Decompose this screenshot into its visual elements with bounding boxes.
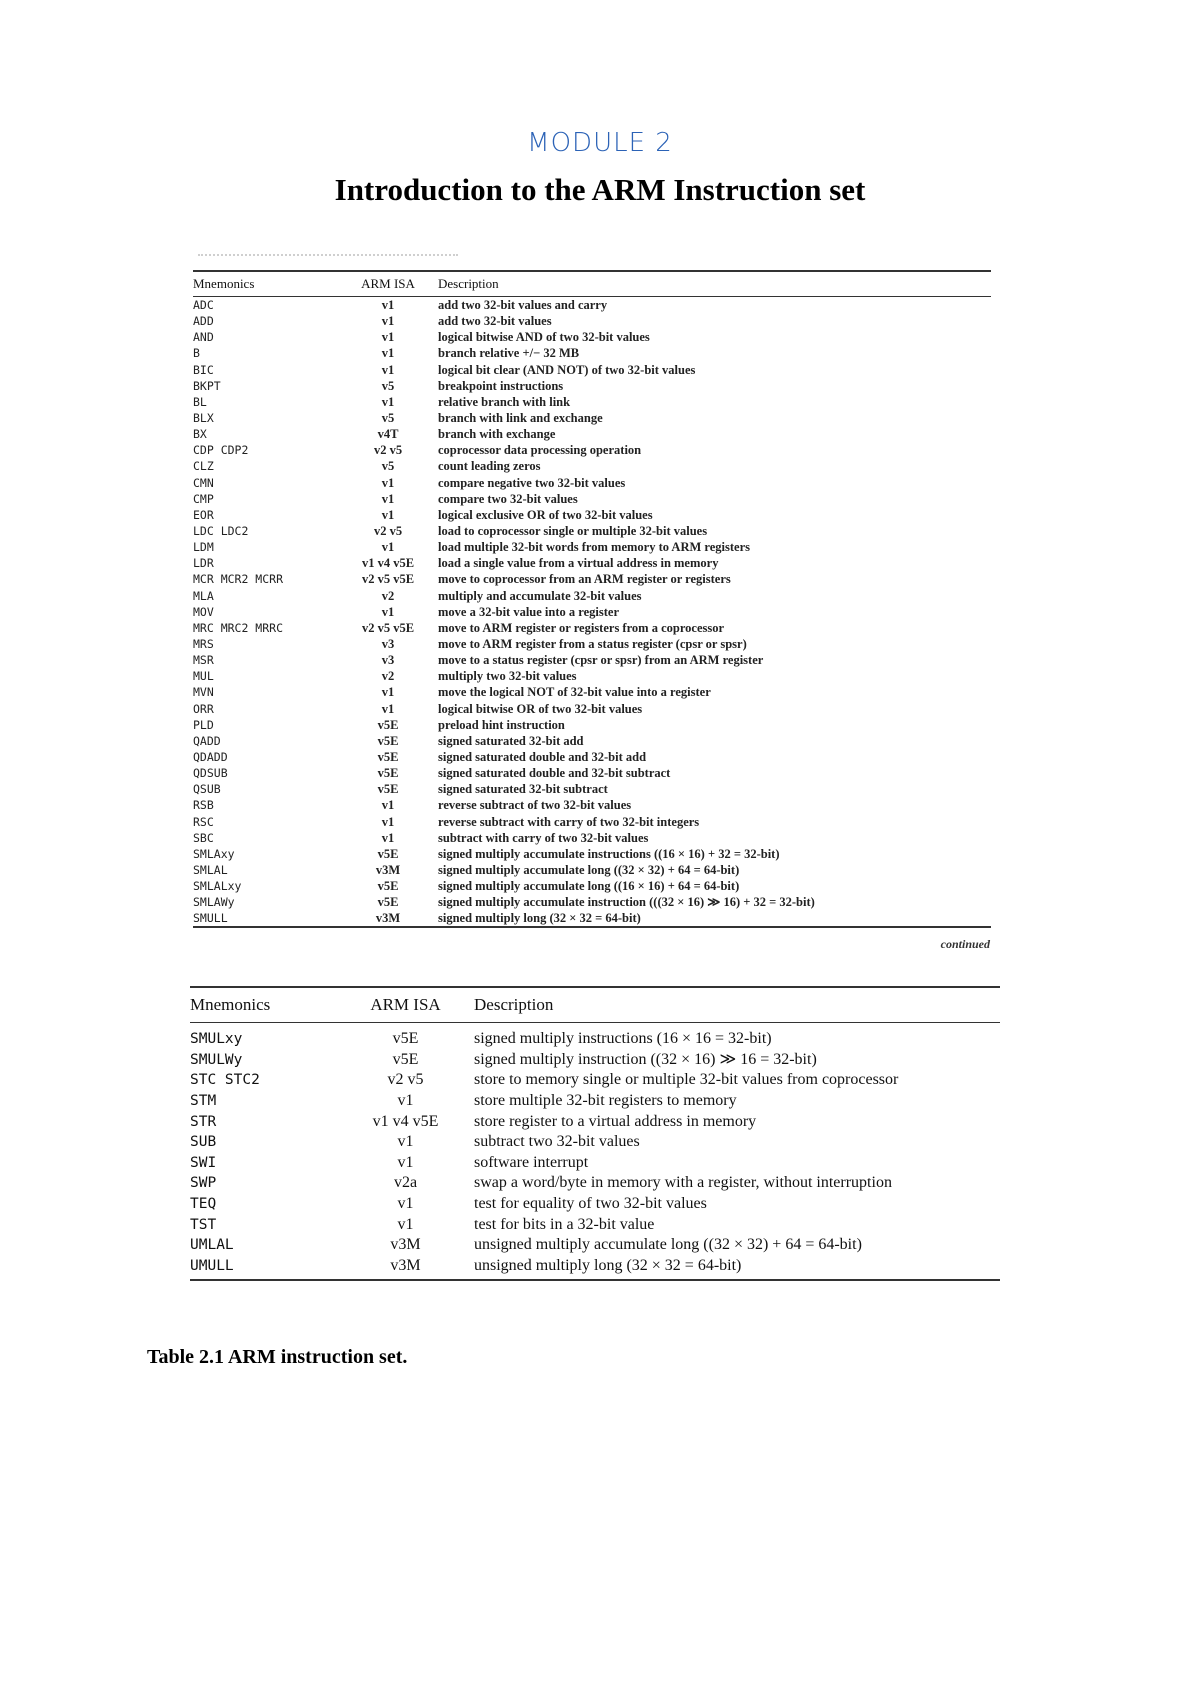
table-row bbox=[190, 1153, 1000, 1174]
table-row bbox=[193, 345, 991, 361]
arm-isa-cell: v5 bbox=[381, 459, 395, 474]
mnemonic-cell: BL bbox=[193, 394, 207, 409]
arm-isa-cell: v1 bbox=[381, 298, 395, 313]
arm-isa-cell: v5E bbox=[377, 717, 399, 732]
table-row bbox=[193, 830, 991, 846]
description-cell: coprocessor data processing operation bbox=[438, 443, 642, 458]
table-row bbox=[190, 1111, 1000, 1132]
mnemonic-cell: SMULxy bbox=[190, 1031, 243, 1048]
arm-isa-cell: v1 bbox=[381, 604, 395, 619]
description-cell: reverse subtract with carry of two 32-bit integers bbox=[438, 814, 700, 829]
mnemonic-cell: LDR bbox=[193, 556, 214, 571]
mnemonic-cell: QDSUB bbox=[193, 766, 228, 781]
arm-isa-cell: v5 bbox=[381, 378, 395, 393]
arm-isa-cell: v3 bbox=[381, 653, 395, 668]
mnemonic-cell: MVN bbox=[193, 685, 214, 700]
table-row bbox=[190, 1023, 1000, 1050]
description-cell: move to coprocessor from an ARM register or registers bbox=[438, 572, 731, 587]
description-cell: compare negative two 32-bit values bbox=[438, 475, 626, 490]
arm-isa-cell: v5E bbox=[377, 750, 399, 764]
description-cell: test for equality of two 32-bit values bbox=[474, 1195, 707, 1213]
table-row bbox=[193, 701, 991, 717]
mnemonic-cell: BX bbox=[193, 427, 207, 442]
column-header-description: Description bbox=[474, 987, 1000, 1023]
description-cell: relative branch with link bbox=[438, 394, 571, 409]
table-row bbox=[193, 797, 991, 813]
table-row bbox=[190, 1173, 1000, 1194]
arm-isa-cell: v3M bbox=[375, 862, 401, 877]
mnemonic-cell: SMLAxy bbox=[193, 846, 235, 861]
table-caption: Table 2.1 ARM instruction set. bbox=[147, 1346, 408, 1368]
mnemonic-cell: SMULL bbox=[193, 910, 338, 927]
table-row bbox=[193, 894, 991, 910]
description-cell: signed multiply instruction ((32 × 16) ≫ 16 = 32-bit) bbox=[474, 1050, 817, 1068]
table-row bbox=[193, 749, 991, 765]
mnemonic-cell: ORR bbox=[193, 701, 214, 716]
arm-isa-cell: v5E bbox=[377, 846, 399, 861]
description-cell: logical bitwise AND of two 32-bit values bbox=[438, 330, 650, 345]
mnemonic-cell: AND bbox=[193, 330, 214, 345]
table-row bbox=[190, 1256, 1000, 1281]
description-cell: compare two 32-bit values bbox=[438, 491, 578, 506]
mnemonic-cell: RSC bbox=[193, 814, 214, 829]
arm-isa-cell: v1 bbox=[381, 685, 395, 700]
instruction-table-part-2 bbox=[190, 986, 1000, 1281]
arm-isa-cell: v1 v4 v5E bbox=[372, 1112, 439, 1130]
table-row bbox=[193, 507, 991, 523]
column-header-mnemonics: Mnemonics bbox=[190, 987, 337, 1023]
table-row bbox=[193, 765, 991, 781]
table-row bbox=[193, 588, 991, 604]
mnemonic-cell: MCR MCR2 MCRR bbox=[193, 572, 284, 587]
mnemonic-cell: SMLAL bbox=[193, 862, 228, 877]
arm-isa-cell: v1 bbox=[381, 540, 395, 555]
description-cell: signed saturated 32-bit subtract bbox=[438, 782, 608, 797]
arm-isa-cell: v4T bbox=[377, 427, 399, 442]
description-cell: move to ARM register from a status register (cpsr or spsr) bbox=[438, 637, 747, 652]
table-row bbox=[193, 523, 991, 539]
table-header-row bbox=[190, 987, 1000, 1023]
description-cell: subtract with carry of two 32-bit values bbox=[438, 830, 649, 845]
arm-isa-cell: v5E bbox=[377, 766, 399, 781]
mnemonic-cell: MOV bbox=[193, 604, 214, 619]
arm-isa-cell: v1 bbox=[381, 830, 395, 845]
mnemonic-cell: MRS bbox=[193, 637, 214, 652]
description-cell: signed multiply accumulate long ((32 × 32) + 64 = 64-bit) bbox=[438, 862, 740, 877]
arm-isa-cell: v1 bbox=[381, 346, 395, 361]
arm-isa-cell: v1 v4 v5E bbox=[361, 556, 415, 571]
mnemonic-cell: STC STC2 bbox=[190, 1072, 260, 1089]
mnemonic-cell: MSR bbox=[193, 653, 214, 668]
faded-table-heading bbox=[198, 254, 458, 259]
mnemonic-cell: CDP CDP2 bbox=[193, 443, 249, 458]
description-cell: signed multiply long (32 × 32 = 64-bit) bbox=[438, 910, 991, 927]
description-cell: count leading zeros bbox=[438, 459, 541, 474]
mnemonic-cell: SMLAWy bbox=[193, 895, 235, 910]
arm-isa-cell: v5E bbox=[377, 782, 399, 797]
description-cell: multiply and accumulate 32-bit values bbox=[438, 588, 642, 603]
continued-note: continued bbox=[940, 937, 990, 951]
arm-isa-cell: v2 v5 bbox=[373, 524, 403, 539]
arm-isa-cell: v1 bbox=[381, 314, 395, 329]
arm-isa-cell: v1 bbox=[381, 814, 395, 829]
description-cell: software interrupt bbox=[474, 1153, 589, 1171]
description-cell: add two 32-bit values and carry bbox=[438, 298, 608, 313]
arm-isa-cell: v1 bbox=[381, 330, 395, 345]
arm-isa-cell: v2 bbox=[381, 588, 395, 603]
mnemonic-cell: TEQ bbox=[190, 1196, 217, 1213]
table-row bbox=[190, 1132, 1000, 1153]
description-cell: unsigned multiply accumulate long ((32 × 32) + 64 = 64-bit) bbox=[474, 1236, 862, 1254]
mnemonic-cell: BLX bbox=[193, 411, 214, 426]
table-row bbox=[193, 733, 991, 749]
description-cell: branch with exchange bbox=[438, 427, 556, 442]
description-cell: unsigned multiply long (32 × 32 = 64-bit) bbox=[474, 1256, 1000, 1281]
mnemonic-cell: MRC MRC2 MRRC bbox=[193, 620, 284, 635]
description-cell: store multiple 32-bit registers to memory bbox=[474, 1092, 737, 1110]
arm-isa-cell: v1 bbox=[397, 1153, 414, 1171]
table-row bbox=[193, 910, 991, 927]
mnemonic-cell: EOR bbox=[193, 507, 214, 522]
column-header-mnemonics: Mnemonics bbox=[193, 271, 338, 297]
column-header-description: Description bbox=[438, 271, 991, 297]
table-row bbox=[193, 781, 991, 797]
arm-isa-cell: v1 bbox=[397, 1092, 414, 1110]
description-cell: signed multiply accumulate long ((16 × 16) + 64 = 64-bit) bbox=[438, 879, 740, 894]
description-cell: move to a status register (cpsr or spsr) from an ARM register bbox=[438, 653, 764, 668]
description-cell: move to ARM register or registers from a coprocessor bbox=[438, 620, 725, 635]
arm-isa-cell: v5 bbox=[381, 411, 395, 426]
table-row bbox=[193, 297, 991, 314]
description-cell: preload hint instruction bbox=[438, 717, 565, 732]
mnemonic-cell: QDADD bbox=[193, 750, 228, 764]
mnemonic-cell: PLD bbox=[193, 717, 214, 732]
description-cell: logical bitwise OR of two 32-bit values bbox=[438, 701, 643, 716]
arm-isa-cell: v5E bbox=[377, 879, 399, 894]
description-cell: multiply two 32-bit values bbox=[438, 669, 577, 684]
module-label: MODULE 2 bbox=[527, 128, 673, 158]
mnemonic-cell: STR bbox=[190, 1113, 217, 1130]
mnemonic-cell: QADD bbox=[193, 733, 221, 748]
description-cell: move a 32-bit value into a register bbox=[438, 604, 619, 619]
table-row bbox=[193, 814, 991, 830]
arm-isa-cell: v5E bbox=[377, 895, 399, 910]
table-row bbox=[193, 636, 991, 652]
table-row bbox=[190, 1050, 1000, 1071]
mnemonic-cell: UMLAL bbox=[190, 1237, 234, 1254]
description-cell: branch relative +/− 32 MB bbox=[438, 346, 580, 361]
arm-isa-cell: v2 v5 bbox=[373, 443, 403, 458]
arm-isa-cell: v1 bbox=[381, 362, 395, 377]
table-row bbox=[193, 491, 991, 507]
description-cell: logical bit clear (AND NOT) of two 32-bit values bbox=[438, 362, 696, 377]
mnemonic-cell: BKPT bbox=[193, 378, 221, 393]
table-row bbox=[193, 475, 991, 491]
mnemonic-cell: SUB bbox=[190, 1134, 217, 1151]
table-row bbox=[193, 555, 991, 571]
table-row bbox=[193, 362, 991, 378]
description-cell: move the logical NOT of 32-bit value into a register bbox=[438, 685, 711, 700]
arm-isa-cell: v2 v5 bbox=[387, 1071, 424, 1089]
arm-isa-cell: v1 bbox=[381, 701, 395, 716]
mnemonic-cell: LDC LDC2 bbox=[193, 524, 249, 539]
arm-isa-cell: v1 bbox=[381, 507, 395, 522]
description-cell: subtract two 32-bit values bbox=[474, 1133, 640, 1151]
mnemonic-cell: SWI bbox=[190, 1154, 217, 1171]
table-row bbox=[193, 329, 991, 345]
mnemonic-cell: B bbox=[193, 346, 200, 361]
arm-isa-cell: v3M bbox=[338, 910, 438, 927]
table-row bbox=[193, 846, 991, 862]
description-cell: branch with link and exchange bbox=[438, 411, 603, 426]
description-cell: test for bits in a 32-bit value bbox=[474, 1215, 655, 1233]
description-cell: load a single value from a virtual address in memory bbox=[438, 556, 719, 571]
mnemonic-cell: SMLALxy bbox=[193, 879, 242, 894]
arm-isa-cell: v3M bbox=[337, 1256, 474, 1281]
table-row bbox=[190, 1235, 1000, 1256]
mnemonic-cell: TST bbox=[190, 1216, 217, 1233]
mnemonic-cell: QSUB bbox=[193, 782, 221, 797]
table-row bbox=[193, 410, 991, 426]
description-cell: add two 32-bit values bbox=[438, 314, 552, 329]
mnemonic-cell: STM bbox=[190, 1093, 217, 1110]
mnemonic-cell: CMN bbox=[193, 475, 214, 490]
table-row bbox=[193, 668, 991, 684]
table-row bbox=[193, 378, 991, 394]
description-cell: signed saturated double and 32-bit add bbox=[438, 750, 647, 764]
arm-isa-cell: v2 v5 v5E bbox=[361, 620, 415, 635]
description-cell: swap a word/byte in memory with a register, without interruption bbox=[474, 1174, 892, 1192]
table-row bbox=[193, 571, 991, 587]
table-row bbox=[193, 442, 991, 458]
table-row bbox=[190, 1194, 1000, 1215]
table-row bbox=[193, 862, 991, 878]
table-row bbox=[193, 684, 991, 700]
arm-isa-cell: v5E bbox=[377, 733, 399, 748]
arm-isa-cell: v2a bbox=[393, 1174, 418, 1192]
description-cell: signed saturated double and 32-bit subtract bbox=[438, 766, 671, 781]
mnemonic-cell: RSB bbox=[193, 798, 214, 813]
mnemonic-cell: LDM bbox=[193, 540, 214, 555]
arm-isa-cell: v1 bbox=[381, 394, 395, 409]
arm-isa-cell: v1 bbox=[381, 491, 395, 506]
arm-isa-cell: v1 bbox=[381, 798, 395, 813]
arm-isa-cell: v5E bbox=[392, 1030, 419, 1048]
table-row bbox=[193, 620, 991, 636]
description-cell: store register to a virtual address in memory bbox=[474, 1112, 757, 1130]
column-header-arm-isa: ARM ISA bbox=[337, 987, 474, 1023]
mnemonic-cell: UMULL bbox=[190, 1256, 337, 1281]
arm-isa-cell: v1 bbox=[397, 1195, 414, 1213]
description-cell: logical exclusive OR of two 32-bit values bbox=[438, 507, 653, 522]
table-row bbox=[193, 878, 991, 894]
table-row bbox=[193, 539, 991, 555]
mnemonic-cell: BIC bbox=[193, 362, 214, 377]
table-row bbox=[193, 458, 991, 474]
table-row bbox=[193, 717, 991, 733]
table-body bbox=[190, 1023, 1000, 1281]
table-row bbox=[190, 1091, 1000, 1112]
description-cell: signed multiply instructions (16 × 16 = 32-bit) bbox=[474, 1030, 772, 1048]
table-row bbox=[193, 394, 991, 410]
mnemonic-cell: ADD bbox=[193, 314, 214, 329]
table-row bbox=[190, 1214, 1000, 1235]
arm-isa-cell: v1 bbox=[381, 475, 395, 490]
table-body bbox=[193, 297, 991, 928]
description-cell: signed multiply accumulate instruction (((32 × 16) ≫ 16) + 32 = 32-bit) bbox=[438, 895, 815, 910]
document-title: Introduction to the ARM Instruction set bbox=[334, 172, 866, 207]
arm-isa-cell: v3M bbox=[390, 1236, 421, 1254]
description-cell: store to memory single or multiple 32-bit values from coprocessor bbox=[474, 1071, 899, 1089]
table-row bbox=[190, 1070, 1000, 1091]
mnemonic-cell: SWP bbox=[190, 1175, 217, 1192]
description-cell: signed multiply accumulate instructions ((16 × 16) + 32 = 32-bit) bbox=[438, 846, 780, 861]
mnemonic-cell: ADC bbox=[193, 298, 214, 313]
mnemonic-cell: MUL bbox=[193, 669, 214, 684]
description-cell: signed saturated 32-bit add bbox=[438, 733, 584, 748]
description-cell: breakpoint instructions bbox=[438, 378, 564, 393]
arm-isa-cell: v1 bbox=[397, 1215, 414, 1233]
arm-isa-cell: v3 bbox=[381, 637, 395, 652]
arm-isa-cell: v2 v5 v5E bbox=[361, 572, 415, 587]
mnemonic-cell: MLA bbox=[193, 588, 214, 603]
instruction-table-part-1 bbox=[193, 270, 991, 928]
column-header-arm-isa: ARM ISA bbox=[338, 271, 438, 297]
table-row bbox=[193, 313, 991, 329]
mnemonic-cell: SBC bbox=[193, 830, 214, 845]
table-row bbox=[193, 426, 991, 442]
table-header-row bbox=[193, 271, 991, 297]
arm-isa-cell: v5E bbox=[392, 1050, 419, 1068]
description-cell: load to coprocessor single or multiple 32-bit values bbox=[438, 524, 708, 539]
table-row bbox=[193, 604, 991, 620]
mnemonic-cell: CLZ bbox=[193, 459, 214, 474]
arm-isa-cell: v2 bbox=[381, 669, 395, 684]
description-cell: reverse subtract of two 32-bit values bbox=[438, 798, 632, 813]
mnemonic-cell: CMP bbox=[193, 491, 214, 506]
table-row bbox=[193, 652, 991, 668]
arm-isa-cell: v1 bbox=[397, 1133, 414, 1151]
mnemonic-cell: SMULWy bbox=[190, 1051, 243, 1068]
description-cell: load multiple 32-bit words from memory to ARM registers bbox=[438, 540, 750, 555]
